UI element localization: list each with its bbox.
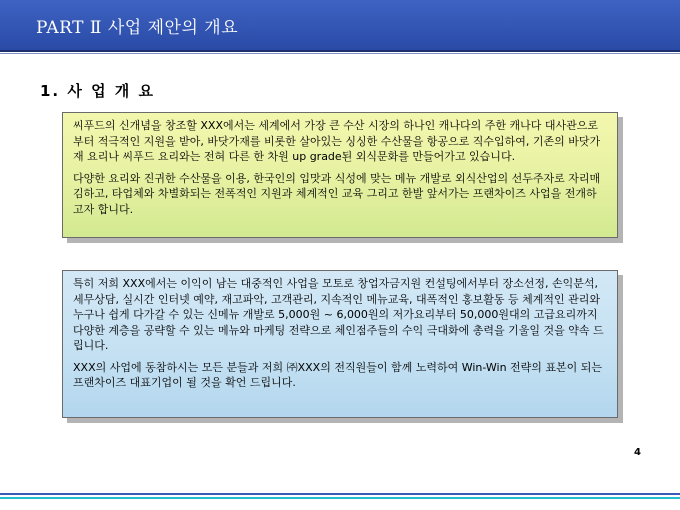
support-paragraph-2: XXX의 사업에 동참하시는 모든 분들과 저희 ㈜XXX의 전직원들이 함께 노력하여 Win-Win 전략의 표본이 되는 프랜차이즈 대표기업이 될 것을 확언 드립니다. xyxy=(73,360,603,389)
overview-paragraph-2: 다양한 요리와 진귀한 수산물을 이용, 한국인의 입맛과 식성에 맞는 메뉴 개발로 외식산업의 선두주자로 자리매김하고, 타업체와 차별화되는 전폭적인 지원과 체계적인 교육 그리고 한발 앞서가는 프랜차이즈 사업을 전개하고자 합니다. xyxy=(73,171,601,216)
page-number: 4 xyxy=(634,447,641,458)
footer-divider xyxy=(0,493,680,495)
overview-box xyxy=(62,112,618,238)
header-bar xyxy=(0,0,680,50)
footer-divider-accent xyxy=(0,497,680,499)
overview-paragraph-1: 씨푸드의 신개념을 창조할 XXX에서는 세계에서 가장 큰 수산 시장의 하나인 캐나다의 주한 캐나다 대사관으로부터 적극적인 지원을 받아, 바닷가재를 비롯한 살아있는 싱싱한 수산물을 항공으로 직수입하여, 기존의 바닷가재 요리나 씨푸드 요리와는 전혀 다른 한 차원 up grade된 외식문화를 만들어가고 있습니다. xyxy=(73,119,601,163)
support-paragraph-1: 특히 저희 XXX에서는 이익이 남는 대중적인 사업을 모토로 창업자금지원 컨설팅에서부터 장소선정, 손익분석, 세무상담, 실시간 인터넷 예약, 재고파악, 고객관리, 지속적인 메뉴교육, 대폭적인 홍보활동 등 체계적인 관리와 누구나 쉽게 다가갈 수 있는 신메뉴 개발로 5,000원 ~ 6,000원의 저가요리부터 50,000원대의 고급요리까지 다양한 계층을 공략할 수 있는 메뉴와 마케팅 전략으로 체인점주들의 수익 극대화에 총력을 기울일 것을 약속 드립니다. xyxy=(73,277,604,352)
header-title: PART Ⅱ 사업 제안의 개요 xyxy=(36,18,239,38)
section-title: 1. 사 업 개 요 xyxy=(40,82,155,100)
header-divider-thin xyxy=(0,53,680,54)
support-box xyxy=(62,270,618,418)
header-divider xyxy=(0,50,680,52)
